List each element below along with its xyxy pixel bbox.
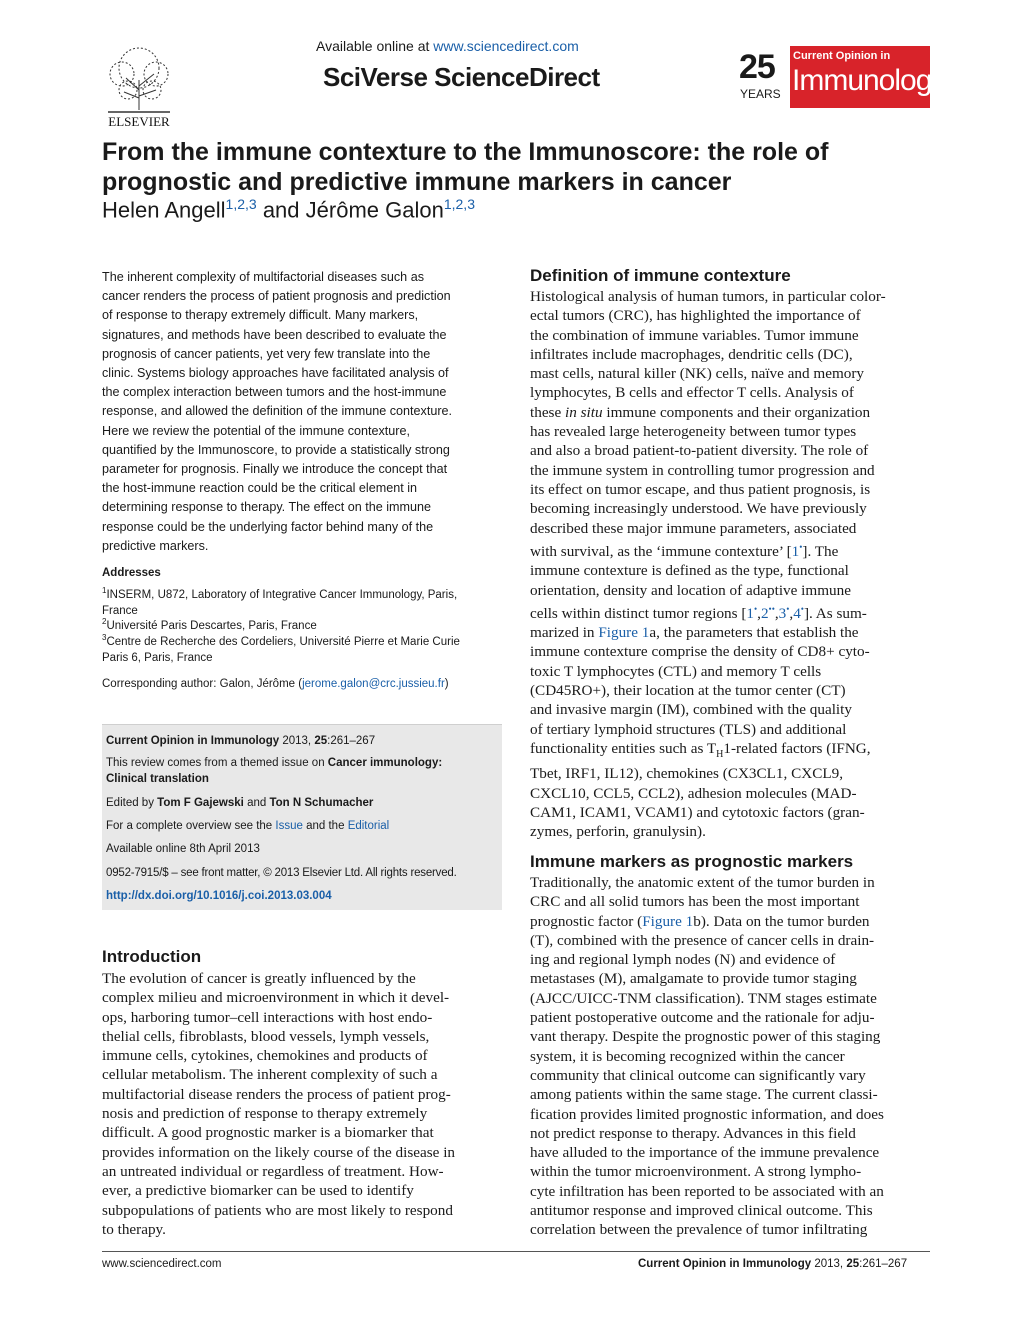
body-line: zymes, perforin, granulysin).: [530, 823, 706, 841]
body-line: CAM1, ICAM1, VCAM1) and cytotoxic factors (gran-: [530, 803, 865, 821]
address-text: France: [102, 604, 138, 617]
body-line: The evolution of cancer is greatly influenced by the: [102, 970, 416, 987]
address-text: Université Paris Descartes, Paris, France: [106, 619, 317, 632]
body-line: community that clinical outcome can significantly vary: [530, 1066, 866, 1084]
author-conjunction: and: [262, 197, 300, 223]
body-line: vant therapy. Despite the prognostic power of this staging: [530, 1028, 881, 1046]
addresses-heading: Addresses: [102, 567, 161, 579]
body-line: the combination of immune variables. Tumor immune: [530, 326, 859, 344]
editorial-link[interactable]: Editorial: [347, 820, 390, 832]
editor-conjunction: and: [247, 797, 267, 809]
journal-logo: [790, 46, 946, 108]
abstract-line: The inherent complexity of multifactorial diseases such as: [102, 270, 424, 284]
figure-link[interactable]: Figure 1: [598, 624, 650, 642]
address-3: [102, 630, 497, 666]
body-line: correlation between the prevalence of tumor infiltrating: [530, 1221, 868, 1239]
abstract-line: cancer renders the process of patient prognosis and prediction: [102, 289, 451, 304]
badge-line1: Current Opinion in: [793, 50, 891, 62]
journal-badge: [738, 46, 946, 108]
body-line: (AJCC/UICC-TNM classification). TNM stages estimate: [530, 989, 877, 1007]
body-line: ops, harboring tumor–cell interactions with host endo-: [102, 1008, 433, 1026]
available-online-line: [316, 38, 579, 54]
author-line: [102, 196, 475, 223]
body-line: thelial cells, fibroblasts, blood vessels, lymph vessels,: [102, 1027, 430, 1045]
editor-name: Ton N Schumacher: [269, 797, 374, 809]
body-line: difficult. A good prognostic marker is a biomarker that: [102, 1124, 434, 1142]
abstract-line: clinic. Systems biology approaches have facilitated analysis of: [102, 366, 449, 381]
abstract-line: response could be the underlying factor behind many of the: [102, 519, 434, 534]
available-prefix: Available online at: [316, 38, 430, 54]
abstract-line: signatures, and methods have been described to evaluate the: [102, 327, 447, 342]
article-title: From the immune contexture to the Immunoscore: the role of prognostic and predictive immune markers in cancer: [102, 138, 829, 196]
abstract-line: predictive markers.: [102, 538, 209, 553]
journal-pages: :261–267: [327, 735, 376, 747]
body-line: provides information on the likely course of the disease in: [102, 1143, 456, 1161]
address-number: 2: [102, 617, 107, 626]
body-line: lymphocytes, B cells and effector T cells. Analysis of: [530, 384, 854, 402]
corresponding-author: [102, 678, 502, 690]
body-line: mast cells, natural killer (NK) cells, naïve and memory: [530, 365, 865, 383]
body-line: system, it is becoming recognized within the cancer: [530, 1047, 845, 1065]
body-line: (T), combined with the presence of cancer cells in drain-: [530, 931, 875, 949]
badge-years: YEARS: [740, 87, 781, 101]
body-line: becoming increasingly understood. We have previously: [530, 500, 867, 518]
text-run: b). Data on the tumor burden: [693, 912, 870, 930]
overview-prefix: For a complete overview see the: [106, 820, 273, 832]
body-line: immune contexture is defined as the type, functional: [530, 562, 849, 580]
abstract-line: quantified by the Immunoscore, to provide a statistically strong: [102, 442, 450, 457]
body-line: CXCL10, CCL5, CCL2), adhesion molecules (MAD-: [530, 784, 857, 802]
text-run: marized in: [530, 624, 595, 642]
body-line: complex milieu and microenvironment in which it devel-: [102, 989, 450, 1007]
abstract-line: determining response to therapy. The effect on the immune: [102, 500, 432, 515]
text-run: prognostic factor (: [530, 912, 643, 930]
body-line: orientation, density and location of adaptive immune: [530, 581, 851, 599]
body-line: (CD45RO+), their location at the tumor center (CT): [530, 682, 846, 700]
editor-name: Tom F Gajewski: [157, 797, 244, 809]
journal-name: Current Opinion in Immunology: [106, 735, 280, 747]
body-line: not predict response to therapy. Advances in this field: [530, 1124, 856, 1142]
body-line: an untreated individual or regardless of treatment. How-: [102, 1162, 444, 1180]
journal-year: 2013,: [282, 735, 312, 747]
address-text: Centre de Recherche des Cordeliers, Université Pierre et Marie Curie: [106, 635, 460, 648]
footer-site[interactable]: www.sciencedirect.com: [102, 1258, 222, 1270]
body-line: the immune system in controlling tumor progression and: [530, 461, 875, 479]
copyright-line: 0952-7915/$ – see front matter, © 2013 Elsevier Ltd. All rights reserved.: [106, 867, 457, 879]
body-line: within the tumor microenvironment. A strong lympho-: [530, 1163, 862, 1181]
text-run: 1-related factors (IFNG,: [723, 739, 871, 757]
author-name: Helen Angell: [102, 197, 226, 223]
reference-link[interactable]: 1: [791, 542, 800, 560]
body-line: subpopulations of patients who are most likely to respond: [102, 1201, 453, 1219]
text-run: a, the parameters that establish the: [649, 624, 859, 642]
body-line: among patients within the same stage. The current classi-: [530, 1086, 878, 1104]
themed-prefix: This review comes from a themed issue on: [106, 757, 325, 769]
body-line: infiltrates include macrophages, dendritic cells (DC),: [530, 345, 853, 363]
platform-name: SciVerse ScienceDirect: [323, 62, 600, 92]
body-line: immune contexture comprise the density of CD8+ cyto-: [530, 643, 870, 661]
text-run: cells within distinct tumor regions [: [530, 604, 747, 622]
address-text: Paris 6, Paris, France: [102, 651, 213, 664]
body-line: ever, a predictive biomarker can be used to identify: [102, 1182, 414, 1200]
body-line: [530, 912, 930, 931]
abstract-line: of response to therapy extremely difficult. Many markers,: [102, 308, 419, 323]
address-number: 3: [102, 633, 107, 642]
badge-number: 25: [739, 48, 775, 86]
journal-volume: 25: [314, 735, 328, 747]
publisher-logo-text: ELSEVIER: [108, 114, 170, 128]
body-line: toxic T lymphocytes (CTL) and memory T cells: [530, 662, 822, 680]
address-number: 1: [102, 586, 107, 595]
text-run: immune components and their organization: [606, 403, 871, 421]
footer-volume: 25: [846, 1258, 860, 1270]
introduction-heading: Introduction: [102, 947, 202, 966]
reference-link[interactable]: 4: [793, 604, 801, 622]
body-line: and also a broad patient-to-patient diversity. The role of: [530, 442, 869, 460]
editors-line: [106, 795, 496, 811]
abstract: [102, 268, 492, 556]
author-email-link[interactable]: jerome.galon@crc.jussieu.fr: [302, 678, 445, 690]
address-text: INSERM, U872, Laboratory of Integrative Cancer Immunology, Paris,: [106, 588, 458, 601]
footer-year: 2013,: [814, 1258, 844, 1270]
immune-markers-heading: Immune markers as prognostic markers: [530, 852, 854, 871]
sciencedirect-link[interactable]: www.sciencedirect.com: [433, 38, 579, 54]
overview-conjunction: and the: [306, 820, 345, 832]
body-line: of tertiary lymphoid structures (TLS) and additional: [530, 720, 847, 738]
themed-topic: Cancer immunology:: [327, 757, 443, 769]
badge-line2: Immunology: [792, 64, 946, 97]
body-line: antitumor response and improved clinical outcome. This: [530, 1202, 873, 1220]
body-line: Traditionally, the anatomic extent of the tumor burden in: [530, 874, 875, 891]
body-line: Histological analysis of human tumors, in particular color-: [530, 288, 886, 305]
citation-line: [106, 733, 496, 749]
body-line: immune cells, cytokines, chemokines and products of: [102, 1047, 428, 1065]
figure-link[interactable]: Figure 1: [642, 912, 694, 930]
footer-pages: :261–267: [859, 1258, 908, 1270]
text-run: ]. The: [802, 542, 839, 560]
immune-markers-body: [530, 873, 930, 1240]
text-run: functionality entities such as T: [530, 739, 717, 757]
definition-body: [530, 287, 930, 841]
body-line: fication provides limited prognostic information, and does: [530, 1105, 884, 1123]
abstract-line: the complex interaction between tumors and the host-immune: [102, 385, 447, 400]
body-line: [530, 739, 930, 764]
body-line: patient postoperative outcome and the rationale for adju-: [530, 1009, 875, 1027]
reference-link[interactable]: 3: [778, 604, 787, 622]
corresponding-prefix: Corresponding author: Galon, Jérôme (: [102, 678, 303, 690]
corresponding-suffix: ): [444, 678, 449, 690]
body-line: ing and regional lymph nodes (N) and evidence of: [530, 951, 836, 969]
footer-journal: Current Opinion in Immunology: [638, 1258, 812, 1270]
available-date: Available online 8th April 2013: [106, 843, 260, 855]
body-line: have alluded to the importance of the immune prevalence: [530, 1144, 880, 1162]
themed-issue-line: [106, 755, 496, 787]
anniversary-mark: [738, 46, 788, 108]
reference-link[interactable]: 2: [760, 604, 769, 622]
body-line: to therapy.: [102, 1220, 166, 1238]
themed-topic-2: Clinical translation: [106, 773, 209, 785]
body-line: cellular metabolism. The inherent complexity of such a: [102, 1066, 438, 1084]
abstract-line: response, and allowed the definition of the immune contexture.: [102, 404, 453, 419]
abstract-line: parameter for prognosis. Finally we introduce the concept that: [102, 462, 448, 477]
introduction-body: [102, 969, 502, 1239]
footer-divider: [102, 1251, 930, 1252]
body-line: and invasive margin (IM), combined with the quality: [530, 701, 852, 719]
author-name: Jérôme Galon: [305, 197, 444, 223]
body-line: cyte infiltration has been reported to be associated with an: [530, 1182, 884, 1200]
article-info-box: [102, 724, 502, 910]
body-line: has revealed large heterogeneity between tumor types: [530, 423, 857, 441]
abstract-line: Here we review the potential of the immune contexture,: [102, 423, 411, 438]
issue-link[interactable]: Issue: [275, 820, 303, 832]
body-line: CRC and all solid tumors has been the most important: [530, 893, 860, 911]
text-run: these: [530, 403, 562, 421]
footer-citation: [638, 1258, 907, 1270]
doi-link[interactable]: http://dx.doi.org/10.1016/j.coi.2013.03.004: [106, 890, 332, 902]
body-line: metastases (M), amalgamate to provide tumor staging: [530, 970, 857, 988]
subscript: H: [716, 748, 724, 760]
edited-prefix: Edited by: [106, 797, 154, 809]
body-line: Tbet, IRF1, IL12), chemokines (CX3CL1, CXCL9,: [530, 765, 843, 783]
body-line: [530, 403, 930, 422]
elsevier-tree-logo: [96, 40, 182, 128]
body-line: multifactorial disease renders the process of patient prog-: [102, 1085, 451, 1103]
body-line: with survival, as the ‘immune contexture’ [1•]. The: [530, 541, 839, 560]
author-affiliation: 1,2,3: [225, 196, 257, 212]
author-affiliation: 1,2,3: [443, 196, 475, 212]
text-run: with survival, as the ‘immune contexture’ [: [530, 542, 792, 560]
body-line: [530, 623, 930, 642]
body-line: its effect on tumor escape, and thus patient prognosis, is: [530, 480, 871, 498]
overview-line: [106, 818, 496, 834]
reference-link[interactable]: 1: [746, 604, 754, 622]
body-line: described these major immune parameters, associated: [530, 519, 857, 537]
definition-heading: Definition of immune contexture: [530, 266, 791, 285]
italic-term: in situ: [565, 403, 603, 421]
body-line: ectal tumors (CRC), has highlighted the importance of: [530, 307, 861, 325]
text-run: ]. As sum-: [803, 604, 867, 622]
abstract-line: the host-immune reaction could be the critical element in: [102, 481, 418, 496]
abstract-line: prognosis of cancer patients, yet very few translate into the: [102, 346, 431, 361]
body-line: nosis and prediction of response to therapy extremely: [102, 1105, 428, 1123]
body-line: cells within distinct tumor regions [1•,2••,3•,4•]. As sum-: [530, 603, 867, 622]
